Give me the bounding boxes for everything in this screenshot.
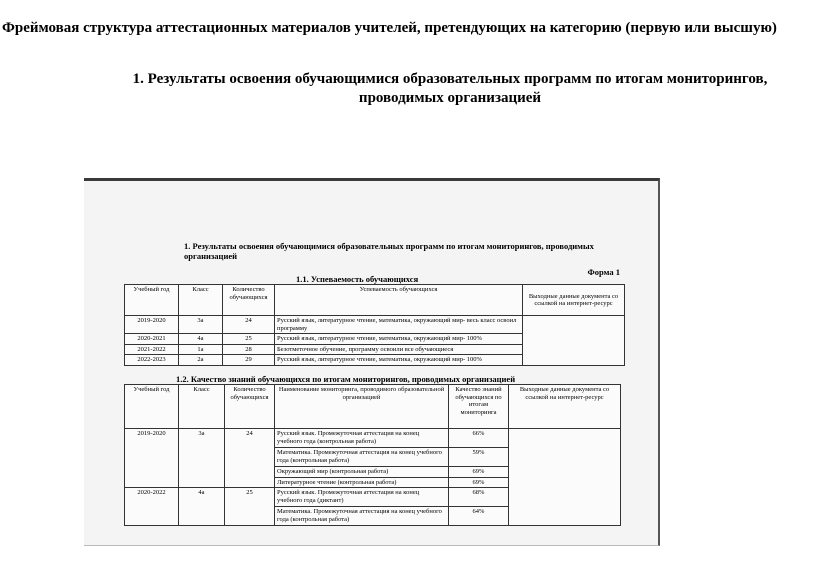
cell-quality: 59%	[449, 448, 509, 467]
cell-result: Русский язык, литературное чтение, математика, окружающий мир- 100%	[275, 334, 523, 345]
header-count: Количество обучающихся	[225, 385, 275, 429]
cell-monitoring: Русский язык. Промежуточная аттестация на конец учебного года (контрольная работа)	[275, 429, 449, 448]
page-title: Фреймовая структура аттестационных материалов учителей, претендующих на категорию (первую или высшую)	[2, 20, 777, 36]
cell-year: 2019-2020	[125, 429, 179, 488]
cell-class: 4а	[179, 334, 223, 345]
scanned-document	[84, 178, 660, 546]
cell-class: 4а	[179, 488, 225, 526]
header-progress: Успеваемость обучающихся	[275, 285, 523, 316]
header-year: Учебный год	[125, 285, 179, 316]
table-progress	[124, 284, 625, 366]
cell-monitoring: Математика. Промежуточная аттестация на конец учебного года (контрольная работа)	[275, 448, 449, 467]
cell-count: 29	[223, 355, 275, 366]
form-label: Форма 1	[587, 267, 620, 277]
header-source: Выходные данные документа со ссылкой на интернет-ресурс	[523, 285, 625, 316]
cell-quality: 69%	[449, 467, 509, 478]
cell-source	[523, 316, 625, 366]
header-quality: Качество знаний обучающихся по итогам мониторинга	[449, 385, 509, 429]
cell-count: 25	[223, 334, 275, 345]
cell-quality: 69%	[449, 477, 509, 488]
cell-year: 2020-2022	[125, 488, 179, 526]
cell-result: Русский язык, литературное чтение, математика, окружающий мир- весь класс освоил программу	[275, 316, 523, 334]
cell-year: 2020-2021	[125, 334, 179, 345]
table-header-row	[125, 385, 621, 429]
table-row	[125, 316, 625, 334]
cell-count: 24	[225, 429, 275, 488]
subheading-1-1: 1.1. Успеваемость обучающихся	[296, 274, 419, 284]
cell-result: Русский язык, литературное чтение, математика, окружающий мир- 100%	[275, 355, 523, 366]
header-class: Класс	[179, 285, 223, 316]
header-monitoring: Наименование мониторинга, проводимого образовательной организацией	[275, 385, 449, 429]
scan-heading: 1. Результаты освоения обучающимися образовательных программ по итогам мониторингов, проводимых организацией	[184, 241, 594, 261]
cell-quality: 68%	[449, 488, 509, 507]
cell-year: 2022-2023	[125, 355, 179, 366]
cell-monitoring: Русский язык. Промежуточная аттестация на конец учебного года (диктант)	[275, 488, 449, 507]
header-year: Учебный год	[125, 385, 179, 429]
cell-result: Безотметочное обучение, программу освоили все обучающиеся	[275, 344, 523, 355]
cell-quality: 66%	[449, 429, 509, 448]
header-count: Количество обучающихся	[223, 285, 275, 316]
cell-monitoring: Окружающий мир (контрольная работа)	[275, 467, 449, 478]
cell-year: 2021-2022	[125, 344, 179, 355]
cell-class: 2а	[179, 355, 223, 366]
cell-source	[509, 429, 621, 526]
cell-count: 25	[225, 488, 275, 526]
section-heading: 1. Результаты освоения обучающимися образовательных программ по итогам мониторингов, проводимых организацией	[132, 71, 768, 106]
cell-class: 3а	[179, 316, 223, 334]
header-source: Выходные данные документа со ссылкой на интернет-ресурс	[509, 385, 621, 429]
cell-count: 24	[223, 316, 275, 334]
table-row	[125, 429, 621, 448]
cell-class: 1а	[179, 344, 223, 355]
subheading-1-2: 1.2. Качество знаний обучающихся по итогам мониторингов, проводимых организацией	[176, 374, 516, 384]
cell-monitoring: Математика. Промежуточная аттестация на конец учебного года (контрольная работа)	[275, 507, 449, 526]
cell-class: 3а	[179, 429, 225, 488]
cell-count: 28	[223, 344, 275, 355]
table-quality	[124, 384, 621, 526]
table-header-row	[125, 285, 625, 316]
cell-monitoring: Литературное чтение (контрольная работа)	[275, 477, 449, 488]
header-class: Класс	[179, 385, 225, 429]
cell-quality: 64%	[449, 507, 509, 526]
cell-year: 2019-2020	[125, 316, 179, 334]
